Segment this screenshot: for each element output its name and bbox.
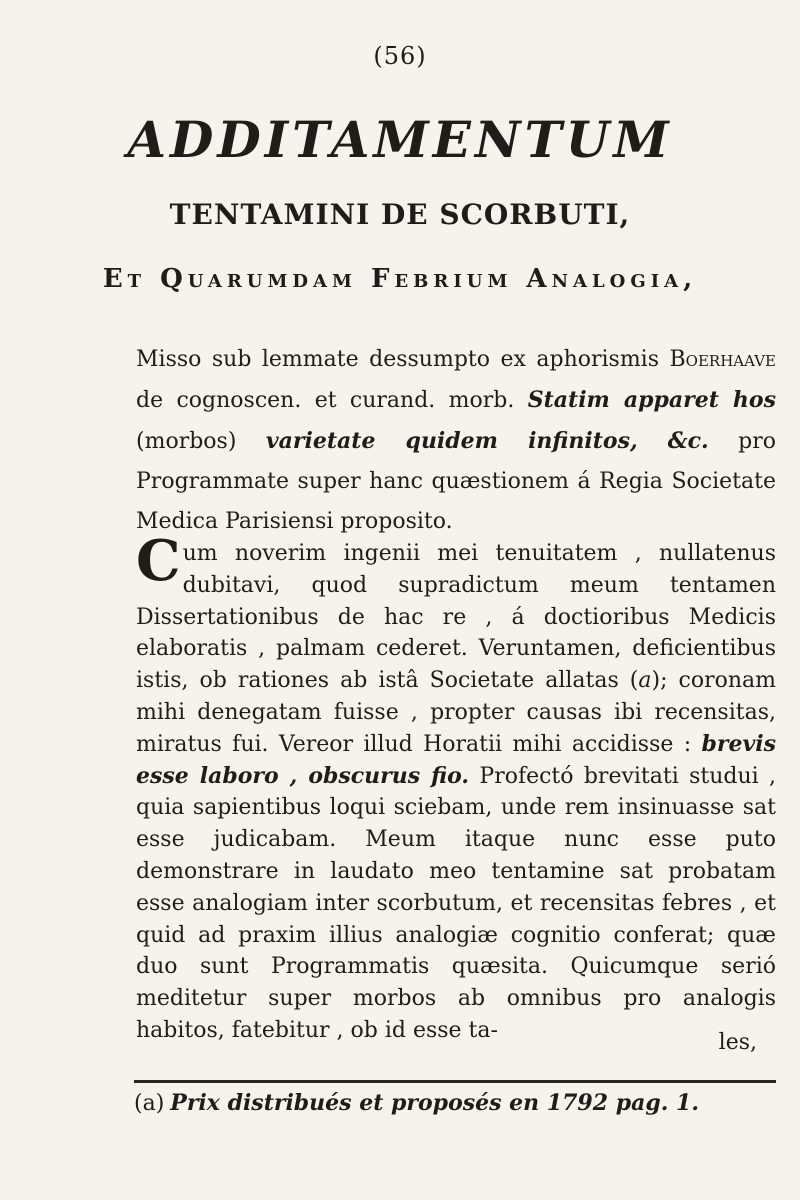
intro-text-4: pro Programmate super hanc quæstionem á Regia Societate Medica Parisiensi proposito.	[136, 429, 777, 534]
body-quote: brevis esse laboro , obscurus fio.	[136, 730, 776, 789]
main-title: ADDITAMENTUM	[127, 110, 673, 169]
intro-quote-1: Statim apparet hos	[527, 387, 776, 413]
footnote-marker: (a)	[134, 1091, 165, 1116]
intro-author-name: Boerhaave	[669, 347, 776, 372]
drop-cap: C	[136, 528, 181, 594]
body-text-2: ); coronam mihi denegatam fuisse , propter causas ibi recensitas, miratus fui. Vereor illud Horatii mihi accidisse :	[136, 668, 776, 757]
catchword: les,	[718, 1030, 757, 1055]
intro-text-2: de cognoscen. et curand. morb.	[136, 388, 528, 413]
page-number: (56)	[373, 42, 427, 70]
intro-quote-2: varietate quidem infinitos, &c.	[265, 428, 709, 454]
intro-text-1: Misso sub lemmate dessumpto ex aphorismis	[136, 347, 670, 372]
body-text-1: um noverim ingenii mei tenuitatem , nullatenus dubitavi, quod supradictum meum tentamen Dissertationibus de hac re , á doctioribus Medicis elaboratis , palmam cederet. Veruntamen, deficientibus istis, ob rationes ab istâ Societate allatas (	[136, 541, 776, 694]
footnote-rule	[134, 1080, 776, 1083]
footnote-reference: a	[638, 668, 652, 694]
intro-paragraph	[136, 340, 776, 542]
body-paragraph	[136, 528, 776, 1047]
intro-text-3: (morbos)	[136, 429, 266, 454]
subtitle: TENTAMINI DE SCORBUTI,	[169, 198, 631, 231]
body-text-3: Profectó brevitati studui , quia sapientibus loqui sciebam, unde rem insinuasse sat esse judicabam. Meum itaque nunc esse puto demonstrare in laudato meo tentamine sat probatam esse analogiam inter scorbutum, et recensitas febres , et quid ad praxim illius analogiæ cognitio conferat; quæ duo sunt Programmatis quæsita. Quicumque serió meditetur super morbos ab omnibus pro analogis habitos, fatebitur , ob id esse ta-	[136, 763, 776, 1043]
subtitle-secondary: Et Quarumdam Febrium Analogia,	[102, 264, 698, 294]
footnote-text: Prix distribués et proposés en 1792 pag. 1.	[170, 1090, 700, 1116]
footnote	[134, 1090, 794, 1116]
